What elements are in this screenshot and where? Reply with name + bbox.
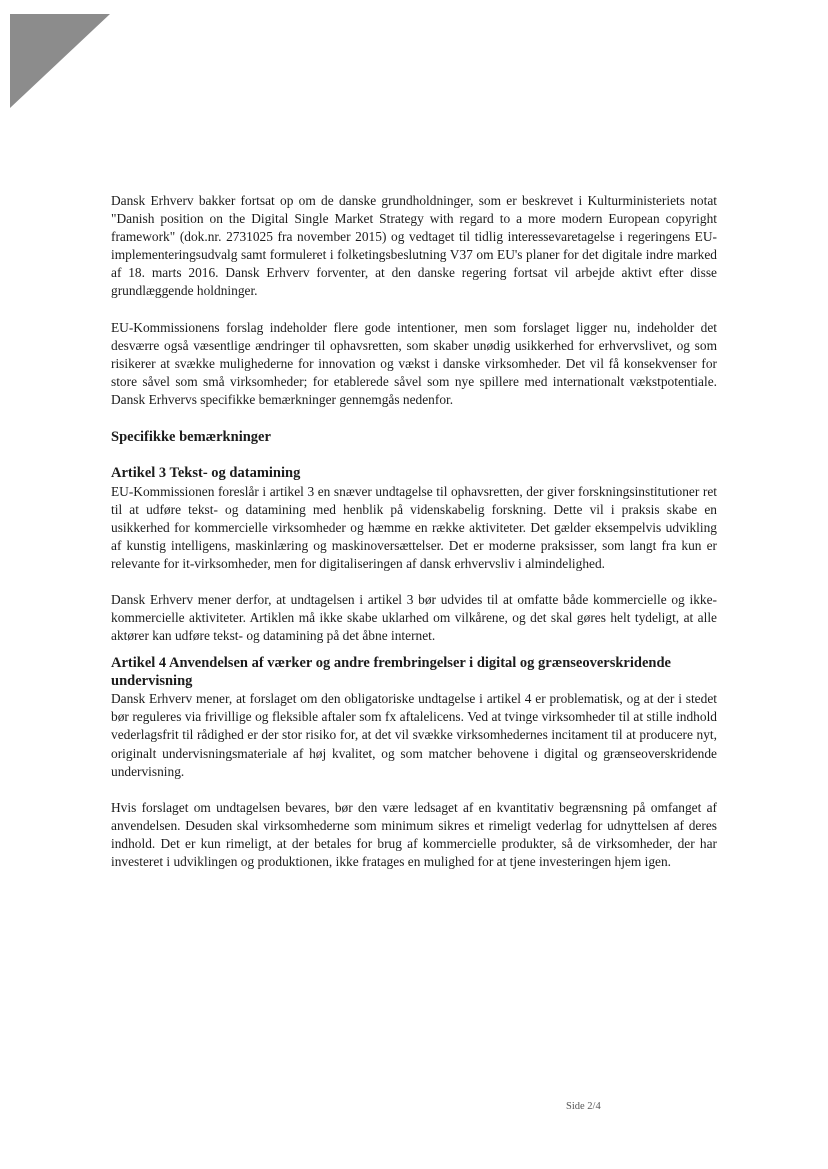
article4-paragraph-1: Dansk Erhverv mener, at forslaget om den obligatoriske undtagelse i artikel 4 er problematisk, og at der i stedet bør reguleres via frivillige og fleksible aftaler som fx aftalelicens. Ved at tvinge virksomheder til at stille indhold vederlagsfrit til rådighed er der stor risiko for, at det vil svække virksomhedernes incitament til at producere nyt, originalt undervisningsmateriale af høj kvalitet, og som matcher behovene i digital og grænseoverskridende undervisning. — [111, 691, 717, 779]
intro-paragraph-1: Dansk Erhverv bakker fortsat op om de danske grundholdninger, som er beskrevet i Kulturministeriets notat "Danish position on the Digital Single Market Strategy with regard to a more modern European copyright framework" (dok.nr. 2731025 fra november 2015) og vedtaget til tidlig interessevaretagelse i regeringens EU-implementeringsudvalg samt formuleret i folketingsbeslutning V37 om EU's planer for det digitale indre marked af 18. marts 2016. Dansk Erhverv forventer, at den danske regering fortsat vil arbejde aktivt efter disse grundlæggende holdninger. — [111, 193, 717, 299]
intro-paragraph-2: EU-Kommissionens forslag indeholder flere gode intentioner, men som forslaget ligger nu, indeholder det desværre også væsentlige ændringer til ophavsretten, som skaber unødig usikkerhed for erhvervslivet, og som risikerer at svække mulighederne for innovation og vækst i danske virksomheder. Det vil få konsekvenser for store såvel som små virksomheder; for etablerede såvel som nye spillere med internationalt vækstpotentiale. Dansk Erhvervs specifikke bemærkninger gennemgås nedenfor. — [111, 319, 717, 407]
page-number: Side 2/4 — [566, 1101, 601, 1112]
folded-corner-triangle-icon — [10, 14, 110, 108]
article3-paragraph-1: EU-Kommissionen foreslår i artikel 3 en snæver undtagelse til ophavsretten, der giver forskningsinstitutioner ret til at udføre tekst- og datamining med henblik på videnskabelig forskning. Dette vil i praksis skabe en usikkerhed for kommercielle virksomheder og hæmme en række aktiviteter. Det gælder eksempelvis udvikling af kunstig intelligens, maskinlæring og maskinoversættelser. Det er moderne praksisser, som langt fra kun er relevante for it-virksomheder, men for digitaliseringen af dansk erhvervsliv i almindelighed. — [111, 483, 717, 571]
section-heading: Specifikke bemærkninger — [111, 429, 271, 446]
document-body — [111, 192, 717, 871]
article3-heading: Artikel 3 Tekst- og datamining — [111, 465, 301, 482]
article3-paragraph-2: Dansk Erhverv mener derfor, at undtagelsen i artikel 3 bør udvides til at omfatte både kommercielle og ikke-kommercielle aktiviteter. Artiklen må ikke skabe uklarhed om vilkårene, og det skal gøres helt tydeligt, at alle aktører kan udføre tekst- og datamining på det åbne internet. — [111, 592, 717, 644]
article4-paragraph-2: Hvis forslaget om undtagelsen bevares, bør den være ledsaget af en kvantitativ begrænsning på omfanget af anvendelsen. Desuden skal virksomhederne som minimum sikres et rimeligt vederlag for udnyttelsen af deres indhold. Det er kun rimeligt, at der betales for brug af kommercielle produkter, så de virksomheder, der har investeret i udviklingen og produktionen, ikke fratages en mulighed for at tjene investeringen hjem igen. — [111, 799, 717, 870]
article4-heading: Artikel 4 Anvendelsen af værker og andre frembringelser i digital og grænseoverskridende undervisning — [111, 655, 671, 689]
